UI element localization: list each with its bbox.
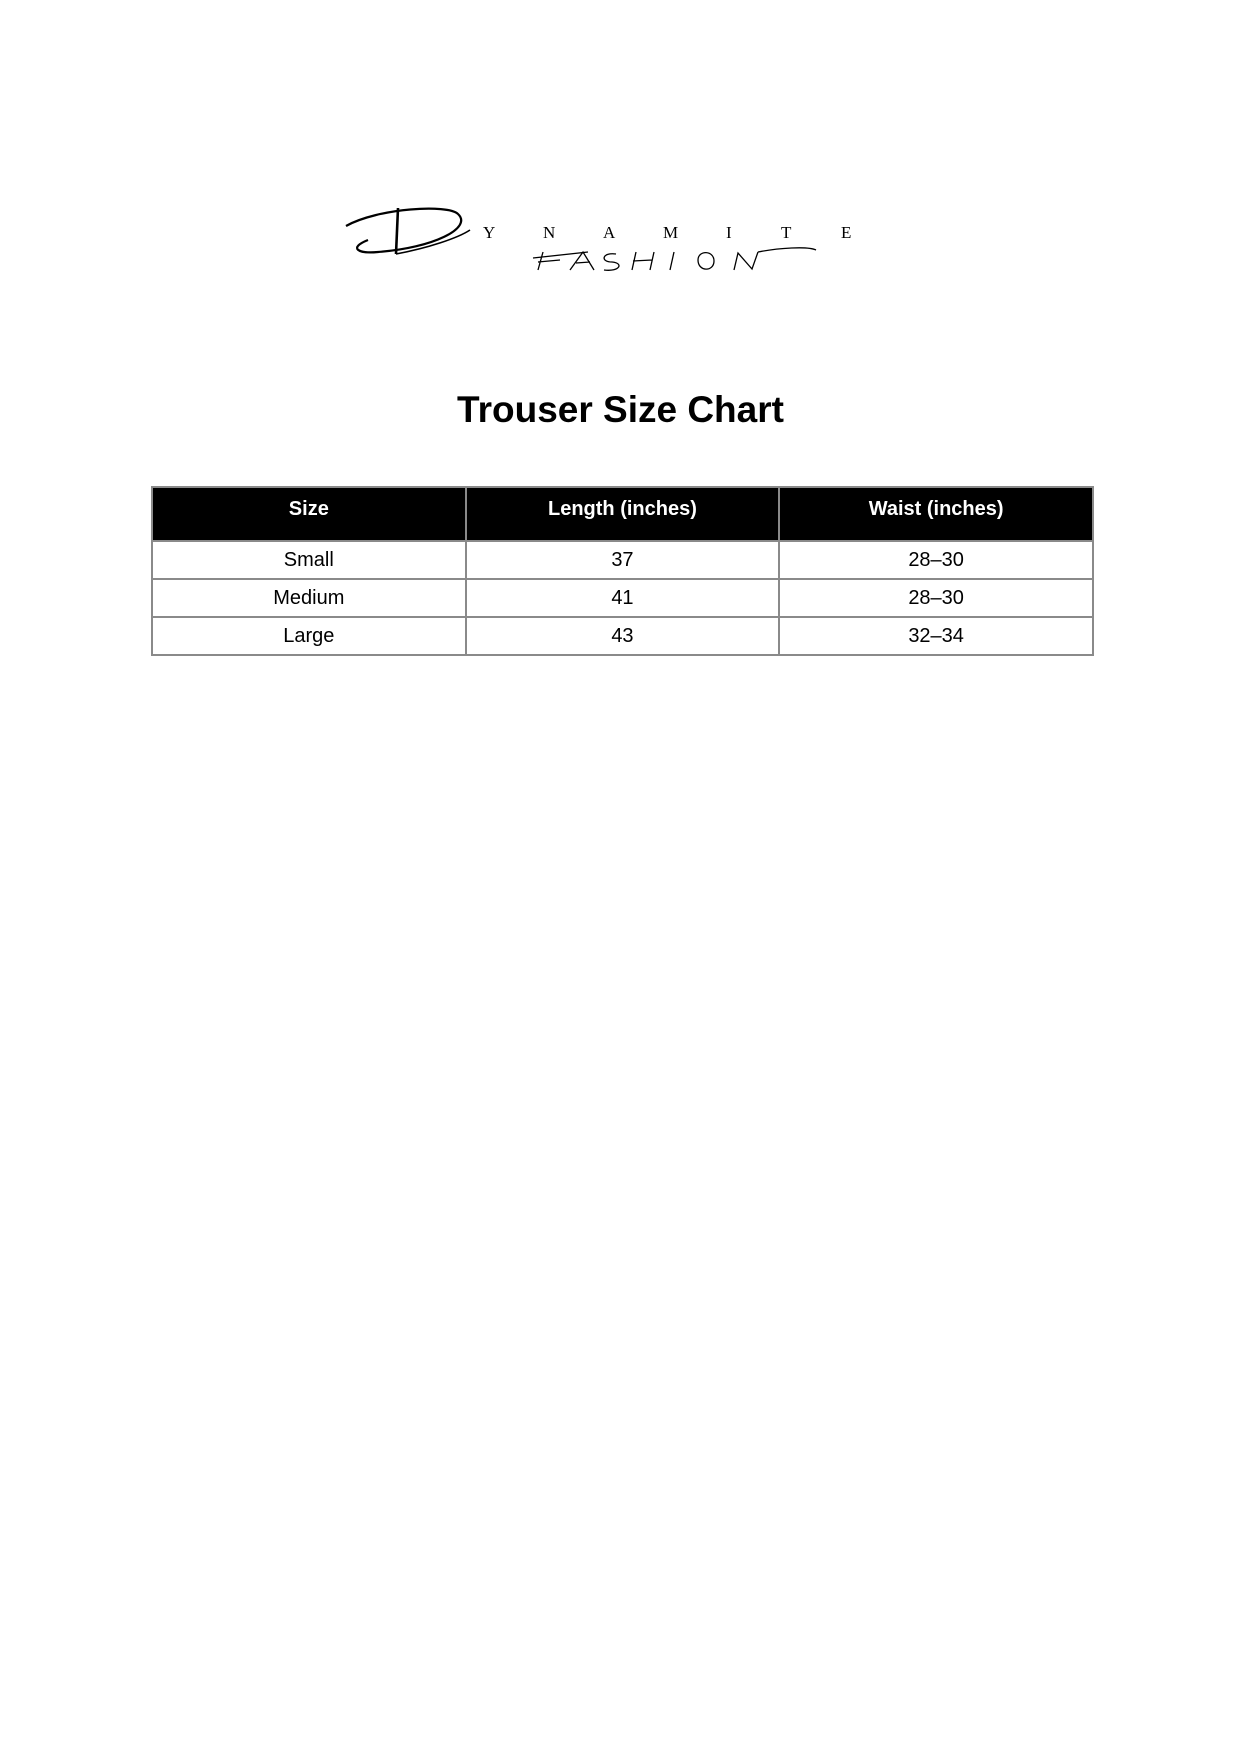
svg-text:E: E	[841, 223, 852, 242]
brand-logo-line2	[338, 280, 339, 281]
table-header-row	[152, 487, 1093, 541]
svg-text:A: A	[603, 223, 616, 242]
svg-text:I: I	[726, 223, 732, 242]
svg-text:T: T	[781, 223, 792, 242]
svg-text:N: N	[543, 223, 556, 242]
column-header-size: Size	[152, 487, 466, 541]
column-header-length: Length (inches)	[466, 487, 780, 541]
table-body	[152, 541, 1093, 655]
column-header-waist: Waist (inches)	[779, 487, 1093, 541]
cell-waist: 28–30	[779, 541, 1093, 579]
brand-logo-graphic	[338, 200, 913, 280]
cell-size: Small	[152, 541, 466, 579]
cell-waist: 28–30	[779, 579, 1093, 617]
size-chart-table	[151, 486, 1094, 656]
cell-length: 41	[466, 579, 780, 617]
table-row	[152, 579, 1093, 617]
brand-logo-line1	[338, 280, 339, 281]
svg-text:Y: Y	[483, 223, 496, 242]
cell-size: Medium	[152, 579, 466, 617]
table-header	[152, 487, 1093, 541]
svg-text:M: M	[663, 223, 679, 242]
table-row	[152, 541, 1093, 579]
table-row	[152, 617, 1093, 655]
page-title: Trouser Size Chart	[457, 389, 784, 430]
cell-size: Large	[152, 617, 466, 655]
cell-waist: 32–34	[779, 617, 1093, 655]
cell-length: 43	[466, 617, 780, 655]
brand-logo	[338, 200, 913, 280]
cell-length: 37	[466, 541, 780, 579]
